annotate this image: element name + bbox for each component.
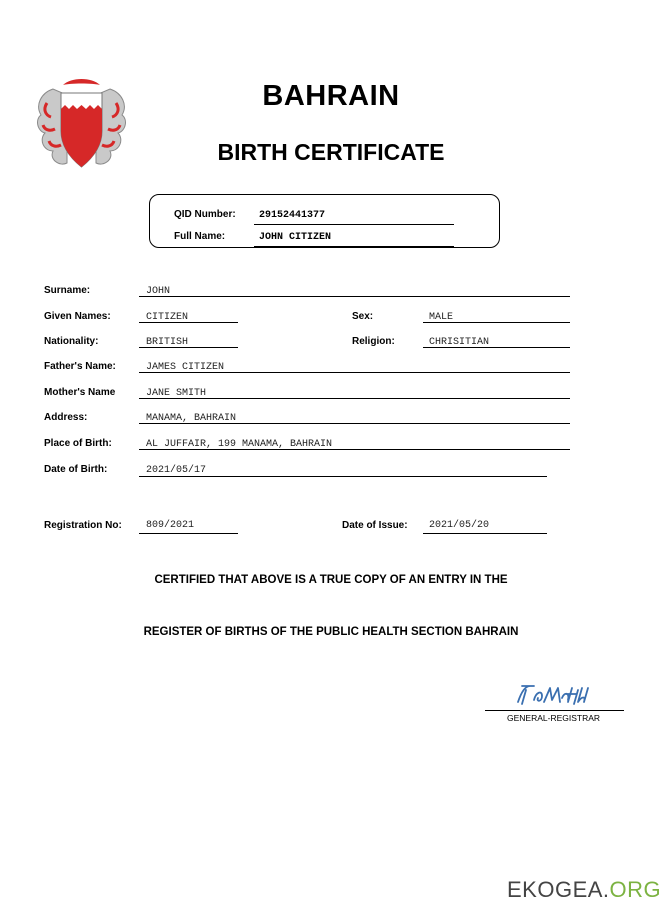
registration-value: 809/2021: [146, 520, 195, 531]
mother-name-value: JANE SMITH: [146, 388, 207, 399]
full-name-value: JOHN CITIZEN: [259, 232, 332, 243]
sex-value: MALE: [429, 312, 454, 323]
religion-underline: [423, 347, 570, 348]
country-title: BAHRAIN: [262, 80, 400, 112]
address-underline: [139, 423, 570, 424]
issue-date-underline: [423, 533, 547, 534]
qid-underline: [254, 224, 454, 225]
father-name-value: JAMES CITIZEN: [146, 362, 225, 373]
registration-underline: [139, 533, 238, 534]
nationality-underline: [139, 347, 238, 348]
full-name-label: Full Name:: [174, 231, 226, 242]
certificate-title: BIRTH CERTIFICATE: [217, 139, 445, 165]
surname-label: Surname:: [44, 285, 91, 296]
given-names-label: Given Names:: [44, 311, 111, 322]
address-value: MANAMA, BAHRAIN: [146, 413, 237, 424]
religion-value: CHRISITIAN: [429, 337, 490, 348]
issue-date-value: 2021/05/20: [429, 520, 490, 531]
certification-statement-line1: CERTIFIED THAT ABOVE IS A TRUE COPY OF AN ENTRY IN THE: [154, 574, 508, 586]
surname-underline: [139, 296, 570, 297]
full-name-underline: [254, 246, 454, 247]
watermark: [507, 877, 661, 903]
sex-underline: [423, 322, 570, 323]
mother-name-underline: [139, 398, 570, 399]
surname-value: JOHN: [146, 286, 171, 297]
place-of-birth-value: AL JUFFAIR, 199 MANAMA, BAHRAIN: [146, 439, 333, 450]
father-name-underline: [139, 372, 570, 373]
sex-label: Sex:: [352, 311, 374, 322]
given-names-underline: [139, 322, 238, 323]
registrar-label: GENERAL-REGISTRAR: [507, 713, 601, 723]
place-of-birth-label: Place of Birth:: [44, 438, 112, 449]
signature-line: [485, 710, 624, 711]
watermark-part1: EKOGEA.: [507, 877, 610, 902]
date-of-birth-label: Date of Birth:: [44, 464, 108, 475]
signature-icon: [512, 680, 596, 708]
qid-value: 29152441377: [259, 210, 326, 221]
mother-name-label: Mother's Name: [44, 387, 116, 398]
qid-label: QID Number:: [174, 209, 236, 220]
nationality-label: Nationality:: [44, 336, 99, 347]
religion-label: Religion:: [352, 336, 395, 347]
issue-date-label: Date of Issue:: [342, 520, 408, 531]
place-of-birth-underline: [139, 449, 570, 450]
date-of-birth-value: 2021/05/17: [146, 465, 207, 476]
address-label: Address:: [44, 412, 88, 423]
registration-label: Registration No:: [44, 520, 122, 531]
given-names-value: CITIZEN: [146, 312, 189, 323]
certification-statement-line2: REGISTER OF BIRTHS OF THE PUBLIC HEALTH SECTION BAHRAIN: [143, 626, 519, 638]
date-of-birth-underline: [139, 476, 547, 477]
watermark-part2: ORG: [609, 877, 662, 902]
nationality-value: BRITISH: [146, 337, 189, 348]
father-name-label: Father's Name:: [44, 361, 116, 372]
